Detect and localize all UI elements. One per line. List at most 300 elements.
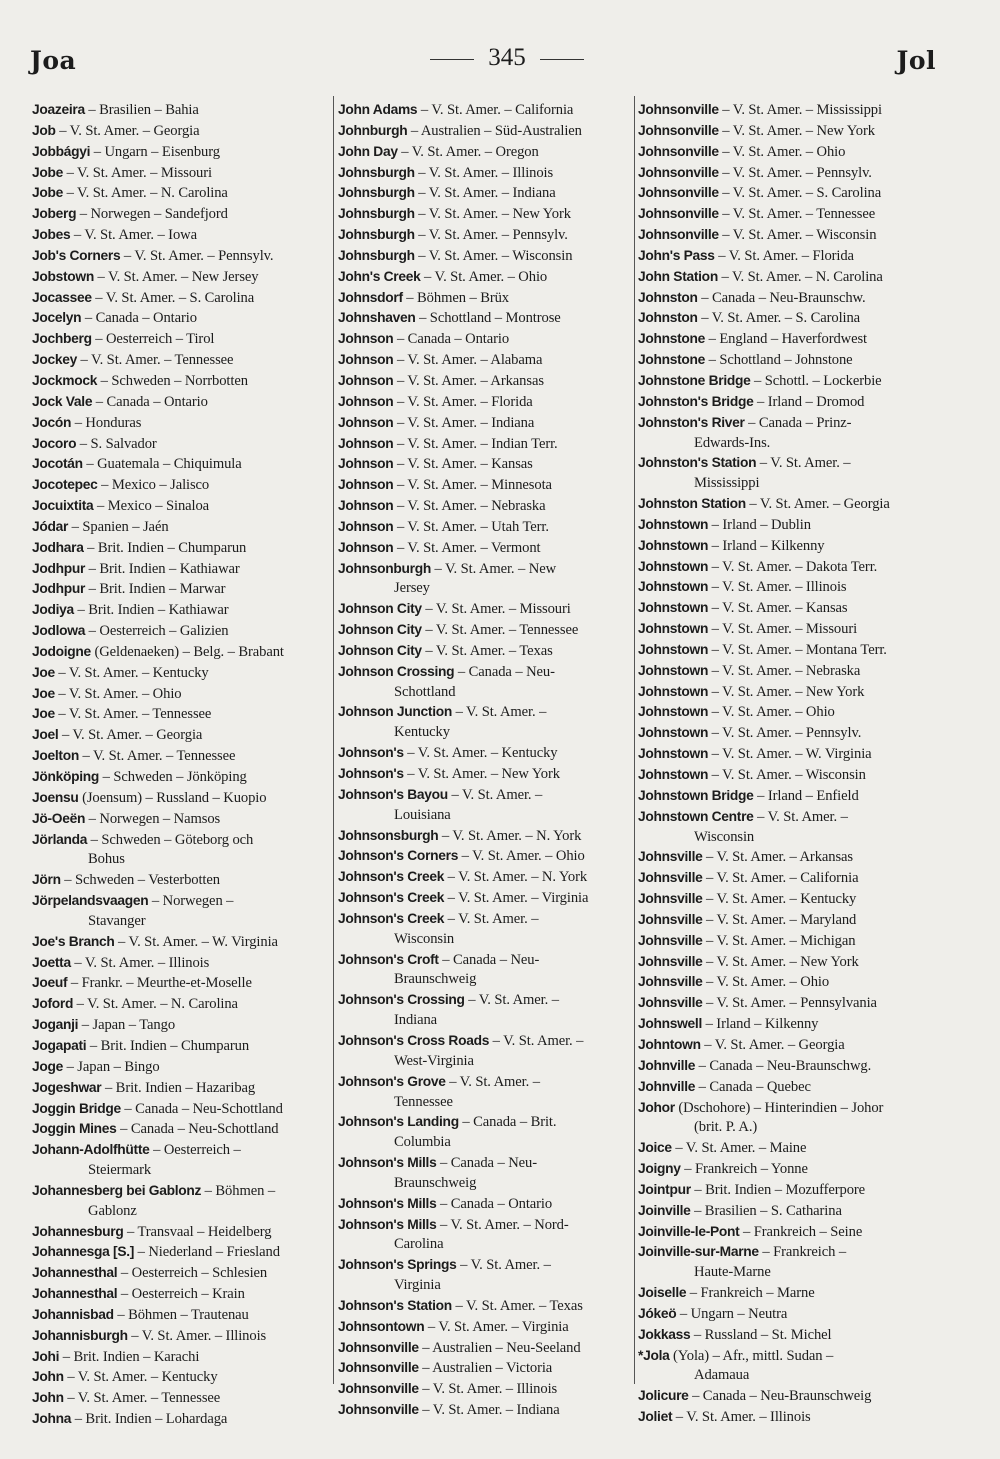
entry-headword: Johnson's Croft (338, 951, 439, 967)
entry-headword: Jörn (32, 872, 61, 888)
entry-headword: Joigny (638, 1161, 681, 1177)
column-divider (634, 96, 635, 1384)
entry (338, 350, 632, 371)
entry-location: – V. St. Amer. – S. Carolina (718, 185, 882, 202)
entry-headword: Johnsburgh (338, 227, 415, 243)
entry (338, 371, 632, 392)
entry (638, 931, 940, 952)
entry (32, 204, 330, 225)
entry (32, 434, 330, 455)
entry-headword: Jockmock (32, 372, 98, 388)
header-last-word: Jol (896, 46, 936, 75)
entry-location: – V. St. Amer. – Michigan (702, 932, 856, 949)
entry (338, 1379, 632, 1400)
entry (32, 767, 330, 788)
entry-location: – V. St. Amer. – Kentucky (702, 891, 857, 908)
entry-headword: Johnsonville (338, 1381, 419, 1397)
entry-location: – Australien – Victoria (418, 1360, 553, 1377)
entry-headword: Johnson's Corners (338, 848, 459, 864)
entry-location: – V. St. Amer. – Wisconsin (718, 227, 877, 244)
entry-headword: Johnsburgh (338, 185, 415, 201)
entry-continuation: Steiermark (88, 1162, 152, 1179)
entry-location: – V. St. Amer. – Iowa (70, 227, 197, 244)
entry-headword: Joensu (32, 789, 79, 805)
entry-headword: Johnston (638, 310, 698, 326)
entry-location: – V. St. Amer. – (452, 704, 547, 721)
entry-headword: Johnson City (338, 622, 422, 638)
entry-headword: John (32, 1390, 64, 1406)
entry-continuation: Wisconsin (694, 828, 755, 845)
entry-location: – V. St. Amer. – Utah Terr. (393, 518, 549, 535)
entry (638, 392, 940, 413)
entry (638, 1056, 940, 1077)
entry (338, 225, 632, 246)
entry-headword: Johnstown (638, 704, 709, 720)
entry-headword: Joelton (32, 748, 79, 764)
entry-headword: Johnsville (638, 974, 703, 990)
entry (32, 1222, 330, 1243)
entry (338, 826, 632, 847)
entry-location: – V. St. Amer. – Illinois (708, 579, 847, 596)
entry-location: – V. St. Amer. – (445, 1073, 540, 1090)
entry-continuation: Columbia (394, 1134, 451, 1151)
entry (32, 994, 330, 1015)
column-1 (32, 100, 330, 1430)
entry-headword: Jodhpur (32, 560, 86, 576)
entry-headword: Jobstown (32, 268, 94, 284)
entry-location: – V. St. Amer. – Arkansas (393, 372, 544, 389)
entry-location: – V. St. Amer. – Texas (451, 1297, 583, 1314)
entry-headword: Johnsburgh (338, 247, 415, 263)
entry-headword: Jodhara (32, 539, 84, 555)
entry-location: – Brit. Indien – Kathiawar (85, 560, 240, 577)
entry-location: – V. St. Amer. – Florida (393, 393, 533, 410)
entry-location: – V. St. Amer. – Illinois (127, 1327, 267, 1344)
entry-continuation: Braunschweig (394, 971, 477, 988)
entry-location: – Norwegen – Sandefjord (76, 206, 228, 223)
entry-location: – V. St. Amer. – Indian Terr. (393, 435, 558, 452)
entry-headword: Jocotán (32, 456, 83, 472)
entry (338, 204, 632, 225)
entry (638, 413, 940, 454)
entry (338, 867, 632, 888)
entry-headword: Joice (638, 1140, 672, 1156)
entry-headword: Johannisburgh (32, 1327, 128, 1343)
entry-location: – S. Salvador (76, 435, 157, 452)
entry (338, 1031, 632, 1072)
entry-location: – V. St. Amer. – Mississippi (718, 102, 882, 118)
entry (338, 163, 632, 184)
entry-continuation: Adamaua (694, 1367, 750, 1384)
entry (638, 453, 940, 494)
entry-location: – England – Haverfordwest (705, 331, 867, 348)
entry-location: – V. St. Amer. – Montana Terr. (708, 641, 887, 658)
entry (32, 891, 330, 932)
entry-location: – Brit. Indien – Lohardaga (71, 1411, 228, 1428)
entry (638, 744, 940, 765)
entry (338, 475, 632, 496)
entry-location: – V. St. Amer. – Tennessee (421, 622, 579, 639)
entry-headword: Johnstown (638, 662, 709, 678)
entry-location: – Canada – Neu- (454, 663, 555, 680)
entry-location: – V. St. Amer. – Arkansas (702, 849, 853, 866)
entry (638, 598, 940, 619)
entry-headword: John's Pass (638, 247, 715, 263)
entry-headword: Johnson's (338, 766, 404, 781)
entry-headword: Johnston Station (638, 496, 746, 512)
entry-location: – V. St. Amer. – Virginia (424, 1318, 569, 1335)
entry-headword: Johnsonville (638, 227, 719, 243)
entry-headword: Johnsville (638, 911, 703, 927)
entry (32, 1367, 330, 1388)
entry (32, 1078, 330, 1099)
entry-location: – Canada – Neu-Schottland (116, 1121, 279, 1138)
entry-headword: Johor (638, 1099, 675, 1115)
entry (338, 1072, 632, 1113)
entry-location: – V. St. Amer. – Kentucky (403, 745, 558, 762)
entry-continuation: Braunschweig (394, 1174, 477, 1191)
entry-headword: Johnsonville (638, 143, 719, 159)
entry-location: – V. St. Amer. – New York (702, 953, 859, 970)
header-first-word: Joa (30, 46, 77, 75)
entry (32, 1057, 330, 1078)
entry-location: – Irland – Dublin (708, 516, 811, 533)
entry-headword: Johnson (338, 331, 394, 347)
entry-headword: Jörpelandsvaagen (32, 893, 149, 909)
entry-headword: Jodiya (32, 602, 74, 618)
entry-location: – V. St. Amer. – New (430, 560, 557, 577)
entry-headword: Johnson (338, 477, 394, 493)
entry (32, 475, 330, 496)
entry (32, 183, 330, 204)
entry-headword: Johnsonville (338, 1402, 419, 1418)
entry-location: – V. St. Amer. – Illinois (418, 1381, 558, 1398)
entry-location: – V. St. Amer. – Tennessee (54, 706, 212, 723)
entry-continuation: Tennessee (394, 1093, 453, 1110)
entry-headword: Johnston's Bridge (638, 393, 754, 409)
entry-headword: Johnston's River (638, 414, 745, 430)
entry-headword: Johnstone Bridge (638, 372, 751, 388)
entry-headword: Jochberg (32, 331, 92, 347)
entry-location: – V. St. Amer. – Georgia (700, 1036, 845, 1053)
entry-headword: Johnstown (638, 621, 709, 637)
entry (32, 1347, 330, 1368)
entry-headword: Johnson (338, 393, 394, 409)
entry-location: (Dschohore) – Hinterindien – Johor (674, 1099, 884, 1116)
entry-location: – Böhmen – (201, 1182, 276, 1199)
entry-location: – V. St. Amer. – (489, 1032, 584, 1049)
entry-headword: Johnstown Centre (638, 808, 754, 824)
entry-location: – V. St. Amer. – Missouri (421, 601, 571, 618)
entry-location: – V. St. Amer. – Missouri (63, 164, 212, 181)
entry (32, 663, 330, 684)
entry (32, 870, 330, 891)
entry (638, 765, 940, 786)
entry-location: – V. St. Amer. – Kentucky (54, 664, 209, 681)
entry-headword: Johnsdorf (338, 289, 403, 305)
entry (638, 1325, 940, 1346)
entry-headword: Jogeshwar (32, 1079, 102, 1095)
entry (638, 371, 940, 392)
entry-headword: Johnsonville (638, 164, 719, 180)
entry-headword: Johnson (338, 435, 394, 451)
entry-headword: Jocelyn (32, 310, 82, 326)
entry (32, 621, 330, 642)
entry (338, 1215, 632, 1256)
entry (32, 267, 330, 288)
entry-headword: Jönköping (32, 769, 100, 784)
entry-location: – V. St. Amer. – Illinois (414, 164, 554, 181)
entry-location: – V. St. Amer. – S. Carolina (91, 289, 255, 306)
entry-headword: Johnsonville (638, 102, 719, 117)
entry-headword: Johnson (338, 372, 394, 388)
entry-location: – V. St. Amer. – Georgia (55, 122, 200, 139)
entry-continuation: Bohus (88, 851, 125, 868)
entry-headword: Johnson's (338, 745, 404, 761)
entry-headword: Johnston (638, 289, 698, 305)
entry-location: – V. St. Amer. – (464, 992, 559, 1009)
entry-headword: Johnsonville (338, 1360, 419, 1376)
entry-location: – V. St. Amer. – New York (718, 122, 875, 139)
entry (638, 204, 940, 225)
entry-location: – V. St. Amer. – Tennessee (718, 206, 876, 223)
entry (338, 1358, 632, 1379)
entry-location: – V. St. Amer. – Ohio (458, 848, 585, 865)
entry (638, 619, 940, 640)
entry-location: – V. St. Amer. – Tennessee (77, 352, 234, 369)
entry (338, 1317, 632, 1338)
entry-location: – Transvaal – Heidelberg (123, 1223, 272, 1240)
entry-headword: Jocoro (32, 435, 77, 451)
entry (638, 163, 940, 184)
entry-headword: Joetta (32, 954, 71, 970)
entry (638, 267, 940, 288)
entry-headword: Jockey (32, 352, 77, 368)
entry-location: – Mexico – Jalisco (97, 477, 210, 494)
entry-location: – Brasilien – Bahia (84, 102, 199, 118)
entry-location: – Ungarn – Neutra (676, 1305, 788, 1322)
entry (32, 579, 330, 600)
entry-location: – Norwegen – (148, 893, 234, 910)
entry (638, 723, 940, 744)
entry-location: – Ungarn – Eisenburg (90, 143, 220, 160)
entry-location: – V. St. Amer. – Vermont (393, 539, 541, 556)
entry (638, 246, 940, 267)
entry-headword: Joe (32, 685, 55, 701)
entry-headword: Johnson's Mills (338, 1216, 437, 1232)
entry-continuation: (brit. P. A.) (694, 1119, 758, 1136)
entry (338, 329, 632, 350)
entry-headword: Johnsville (638, 870, 703, 886)
entry (338, 183, 632, 204)
entry-location: – Canada – Neu-Braunschweig (688, 1388, 872, 1405)
entry (32, 1119, 330, 1140)
page-number-block (414, 44, 600, 72)
entry-headword: Johnson's Mills (338, 1155, 437, 1171)
entry-headword: Johnsonville (638, 185, 719, 201)
entry-headword: John Adams (338, 102, 418, 117)
entry-location: – V. St. Amer. – Indiana (418, 1402, 560, 1419)
entry-headword: Johnsonville (638, 206, 719, 222)
entry (32, 953, 330, 974)
header-rule-left (430, 59, 474, 60)
entry (638, 1283, 940, 1304)
entry-headword: Johnson (338, 414, 394, 430)
entry (638, 1201, 940, 1222)
entry-location: – Japan – Tango (78, 1017, 176, 1034)
entry-headword: Jókeö (638, 1305, 677, 1321)
entry-location: – V. St. Amer. – Dakota Terr. (708, 558, 878, 575)
entry-location: – V. St. Amer. – Ohio (718, 143, 846, 160)
entry-headword: Joel (32, 727, 59, 743)
entry (338, 785, 632, 826)
entry (32, 308, 330, 329)
entry-headword: Johnstown (638, 558, 709, 574)
entry-location: – Russland – St. Michel (690, 1326, 832, 1343)
entry-headword: John (32, 1369, 64, 1385)
entry-location: – Brit. Indien – Hazaribag (101, 1079, 256, 1096)
entry (638, 952, 940, 973)
entry-location: – Schweden – Vesterbotten (60, 872, 220, 889)
entry-headword: Jódar (32, 518, 69, 534)
entry-location: – V. St. Amer. – Kentucky (63, 1369, 218, 1386)
entry (338, 288, 632, 309)
entry (338, 641, 632, 662)
entry (32, 121, 330, 142)
entry-location: – V. St. Amer. – Illinois (70, 954, 210, 971)
entry-location: – V. St. Amer. – Indiana (393, 414, 535, 431)
entry-headword: Johnstone (638, 331, 706, 347)
entry-headword: Johnswell (638, 1016, 703, 1032)
entry-location: – Brasilien – S. Catharina (690, 1202, 842, 1219)
page-header (30, 40, 936, 80)
entry-location: – V. St. Amer. – Wisconsin (708, 767, 866, 783)
page-number: 345 (488, 44, 526, 71)
entry-headword: Joinville-le-Pont (638, 1223, 740, 1239)
entry (638, 910, 940, 931)
entry (32, 1036, 330, 1057)
entry-headword: Johnstown Bridge (638, 787, 754, 803)
entry (338, 121, 632, 142)
entry-headword: Johnson's Springs (338, 1257, 457, 1273)
entry-location: – Schweden – Göteborg och (87, 831, 254, 848)
entry-location: – V. St. Amer. – Missouri (708, 621, 858, 638)
entry-location: (Joensum) – Russland – Kuopio (78, 789, 267, 806)
entry-headword: Johnson's Grove (338, 1073, 446, 1089)
entry-location: – V. St. Amer. – Maryland (702, 911, 857, 928)
entry-location: – V. St. Amer. – Ohio (420, 268, 548, 285)
entry-location: – Canada – Neu- (436, 1155, 537, 1172)
entry-location: – V. St. Amer. – Nebraska (393, 498, 546, 515)
entry-location: – Niederland – Friesland (134, 1244, 280, 1261)
entry (638, 661, 940, 682)
entry (32, 1326, 330, 1347)
entry (32, 329, 330, 350)
entry-location: – Canada – Ontario (436, 1195, 553, 1212)
entry (338, 1255, 632, 1296)
entry-location: – Brit. Indien – Kathiawar (73, 602, 229, 619)
entry (338, 142, 632, 163)
entry-location: – Böhmen – Brüx (402, 289, 509, 306)
entry-location: – Canada – Ontario (92, 393, 208, 410)
entry-location: – V. St. Amer. – (756, 455, 851, 472)
entry (638, 494, 940, 515)
entry-headword: Johnstone (638, 352, 706, 368)
entry (32, 225, 330, 246)
entry-headword: Johnson (338, 498, 394, 514)
entry-location: – Honduras (71, 414, 142, 431)
entry-location: – V. St. Amer. – Kansas (708, 600, 848, 617)
entry-location: – Schottland – Johnstone (705, 352, 853, 369)
entry-headword: Jock Vale (32, 393, 93, 409)
entry-headword: Johnstown (638, 746, 709, 762)
entry-location: – V. St. Amer. – Kansas (393, 456, 533, 473)
entry-location: – V. St. Amer. – N. York (444, 869, 588, 886)
entry-location: – V. St. Amer. – New York (403, 766, 560, 782)
entry (32, 413, 330, 434)
entry-headword: Jodhpur (32, 581, 86, 597)
entry-location: – V. St. Amer. – Ohio (708, 704, 835, 721)
entry-location: – Schottland – Montrose (415, 310, 561, 327)
entry-headword: Johnsonburgh (338, 560, 431, 576)
entry-headword: Jogapati (32, 1037, 87, 1053)
entry-headword: Job (32, 122, 56, 138)
entry (638, 329, 940, 350)
entry (338, 413, 632, 434)
entry-location: – Oesterreich – Tirol (91, 331, 215, 348)
entry-location: – Brit. Indien – Karachi (59, 1348, 200, 1365)
entry (638, 889, 940, 910)
entry (638, 515, 940, 536)
entry (338, 496, 632, 517)
entry-headword: Johnsonville (338, 1339, 419, 1355)
entry-headword: *Jola (638, 1347, 670, 1363)
entry-headword: Joe (32, 706, 55, 722)
entry-headword: Johnstown (638, 767, 709, 782)
entry-headword: Johnson Junction (338, 704, 453, 720)
entry-headword: Joge (32, 1058, 64, 1074)
entry-headword: Johnson's Landing (338, 1114, 459, 1130)
entry-headword: Johannesthal (32, 1286, 118, 1302)
entry-location: – V. St. Amer. – Ohio (54, 685, 182, 702)
entry-location: – Schottl. – Lockerbie (750, 372, 882, 389)
entry-location: – Oesterreich – Schlesien (117, 1265, 268, 1282)
entry-location: – Canada – Neu- (438, 951, 540, 968)
entry-location: – Canada – Neu-Braunschw. (697, 289, 866, 306)
entry (32, 1284, 330, 1305)
entry-headword: Johnston's Station (638, 455, 757, 471)
entry-location: – V. St. Amer. – California (417, 102, 574, 118)
entry-headword: Joford (32, 996, 74, 1012)
entry (638, 1222, 940, 1243)
entry-headword: Jolicure (638, 1388, 689, 1404)
entry-headword: Johnson's Cross Roads (338, 1032, 490, 1048)
entry (338, 100, 632, 121)
entry-headword: Johnstown (638, 600, 709, 616)
entry-location: – V. St. Amer. – Georgia (58, 727, 203, 744)
entry-headword: Jö-Oeën (32, 810, 86, 826)
entry-headword: Johnson (338, 539, 394, 555)
entry (638, 288, 940, 309)
entry-headword: Johnson's Creek (338, 890, 445, 906)
entry-location: – V. St. Amer. – Minnesota (393, 477, 552, 494)
entry-location: – V. St. Amer. – Illinois (672, 1409, 811, 1426)
entry-continuation: Carolina (394, 1236, 444, 1253)
entry-location: – V. St. Amer. – Indiana (414, 185, 556, 202)
entry-headword: Johannisbad (32, 1306, 114, 1322)
entry-headword: Jodoigne (32, 643, 91, 659)
entry (32, 1099, 330, 1120)
